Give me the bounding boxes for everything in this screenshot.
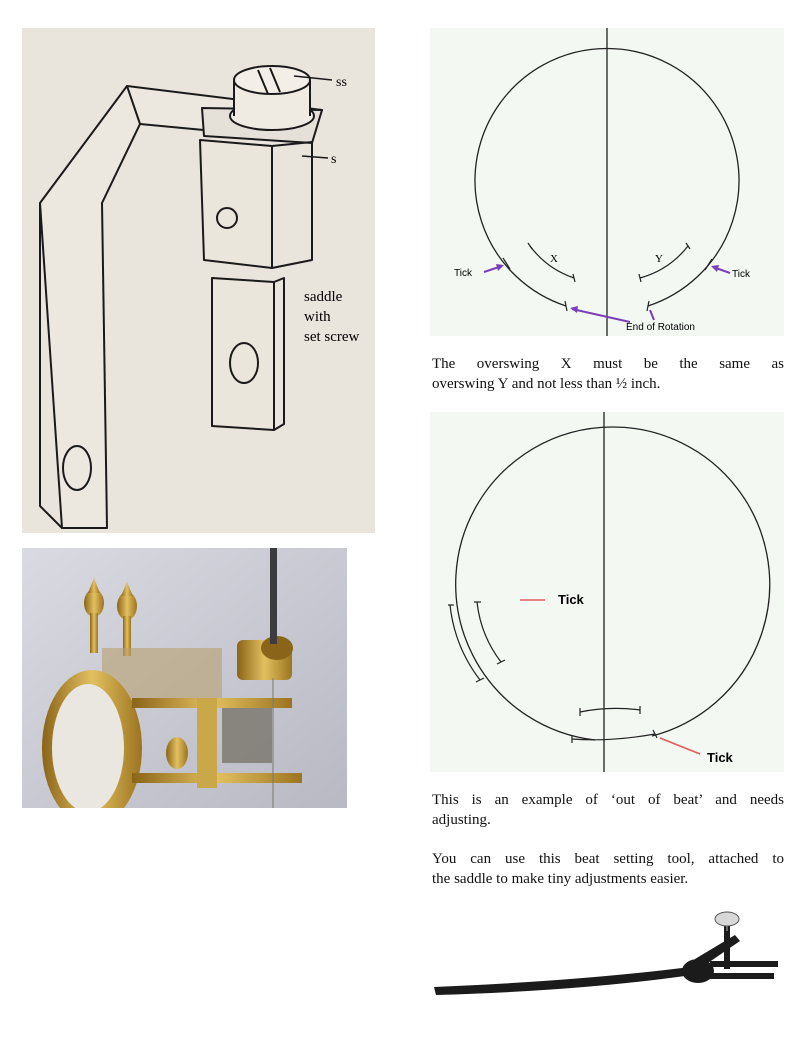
overswing-caption-line-1: The overswing X must be the same as xyxy=(432,356,784,372)
saddle-caption-line-3: set screw xyxy=(304,329,360,345)
beat-tool-caption-line-1: You can use this beat setting tool, attached to xyxy=(432,851,784,867)
saddle-caption-line-2: with xyxy=(304,309,331,325)
overswing-y-label: Y xyxy=(655,253,663,265)
overswing-diagram-even xyxy=(430,28,784,336)
overswing-caption xyxy=(432,354,784,394)
tick-right-label: Tick xyxy=(732,269,750,280)
clock-photo-drawing xyxy=(22,548,347,808)
ss-label: ss xyxy=(336,75,347,90)
beat-tool-caption xyxy=(432,849,784,889)
saddle-caption-line-1: saddle xyxy=(304,289,343,305)
tick-lower-label: Tick xyxy=(707,750,733,765)
tick-left-label: Tick xyxy=(454,268,472,279)
out-of-beat-caption-line-1: This is an example of ‘out of beat’ and needs xyxy=(432,792,784,808)
out-of-beat-drawing xyxy=(430,412,784,772)
saddle-illustration xyxy=(22,28,375,533)
end-of-rotation-label: End of Rotation xyxy=(626,322,695,333)
overswing-caption-line-2: overswing Y and not less than ½ inch. xyxy=(432,376,661,392)
beat-tool-caption-line-2: the saddle to make tiny adjustments easier. xyxy=(432,871,689,887)
out-of-beat-caption-line-2: adjusting. xyxy=(432,812,491,828)
clock-movement-photo xyxy=(22,548,347,808)
beat-setting-tool-drawing xyxy=(430,905,784,1005)
beat-setting-tool-image xyxy=(430,905,784,1005)
out-of-beat-diagram xyxy=(430,412,784,772)
saddle-drawing xyxy=(22,28,375,533)
tick-upper-label: Tick xyxy=(558,592,584,607)
overswing-diagram-drawing xyxy=(430,28,784,336)
out-of-beat-caption xyxy=(432,790,784,830)
s-label: s xyxy=(331,152,337,167)
overswing-x-label: X xyxy=(550,253,558,265)
